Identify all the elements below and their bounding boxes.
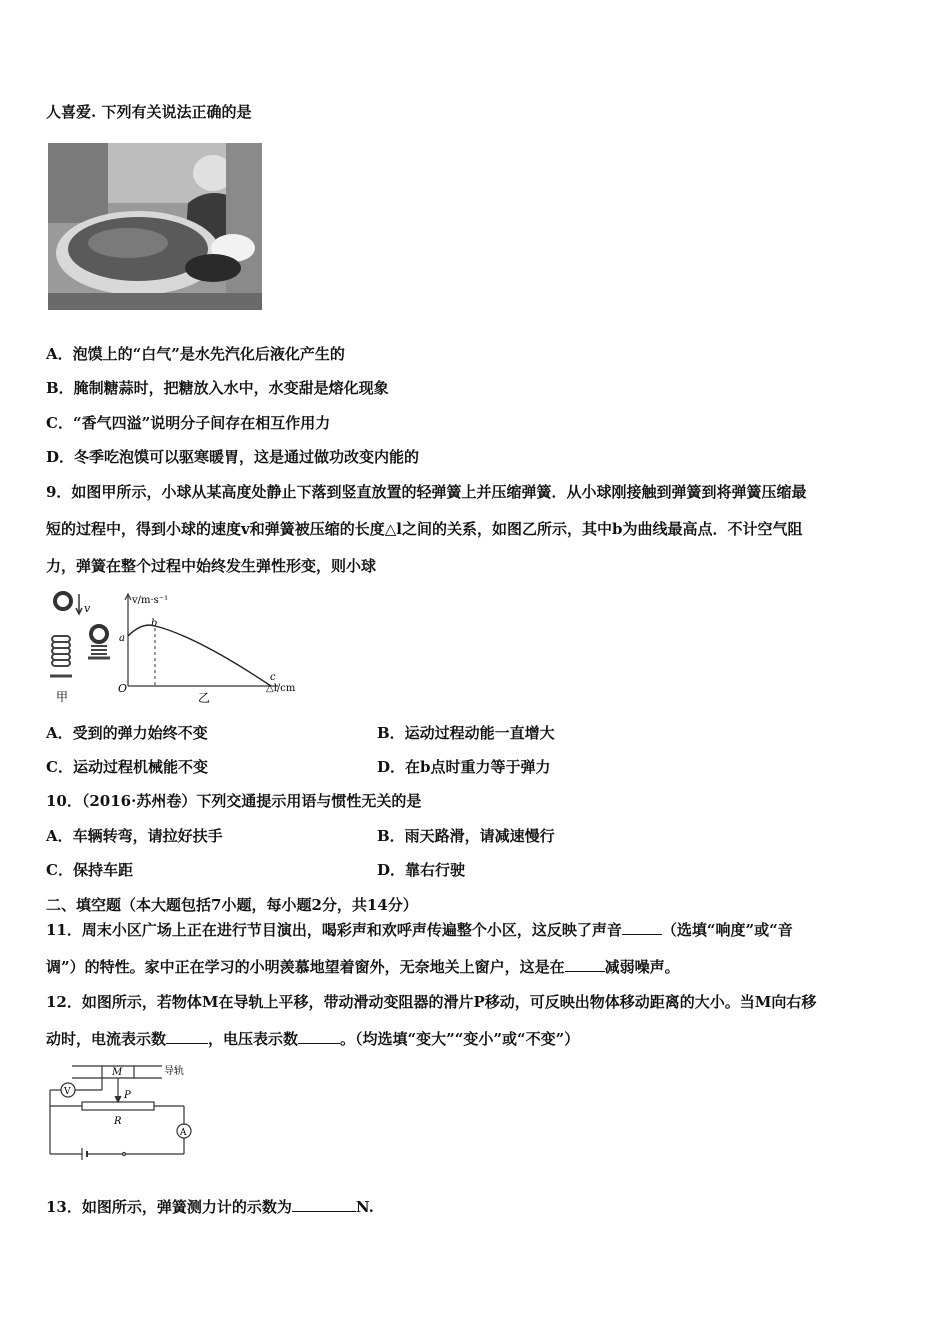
q11-line-2 <box>46 957 680 977</box>
q13-blank[interactable] <box>292 1197 356 1212</box>
q12-blank-2[interactable] <box>298 1029 340 1044</box>
q10-option-d: D．靠右行驶 <box>377 861 466 879</box>
q10-stem: 10．（2016·苏州卷）下列交通提示用语与惯性无关的是 <box>46 792 422 810</box>
q8-option-a: A．泡馍上的“白气”是水先汽化后液化产生的 <box>46 345 345 363</box>
fig-yi-label: 乙 <box>198 691 211 705</box>
q12-line-1: 12．如图所示，若物体M在导轨上平移，带动滑动变阻器的滑片P移动，可反映出物体移动距离的大小。当M向右移 <box>46 993 817 1011</box>
point-c-label: c <box>270 672 276 683</box>
q8-option-c: C．“香气四溢”说明分子间存在相互作用力 <box>46 414 331 432</box>
q10-option-c: C．保持车距 <box>46 861 133 879</box>
q8-stem-tail: 人喜爱. 下列有关说法正确的是 <box>46 103 252 121</box>
q9-option-d: D．在b点时重力等于弹力 <box>377 758 551 776</box>
q12-rail-label: 导轨 <box>164 1066 184 1077</box>
q12-line-2-b: ，电压表示数 <box>208 1030 299 1048</box>
fig-v-label: v <box>84 602 91 615</box>
y-axis-label: v/m·s⁻¹ <box>132 595 169 606</box>
q10-option-a: A．车辆转弯，请拉好扶手 <box>46 827 223 845</box>
paomo-photo-drawing <box>48 143 262 310</box>
q9-option-b: B．运动过程动能一直增大 <box>377 724 555 742</box>
compressed-spring-icon <box>88 626 110 658</box>
q12-circuit-figure <box>44 1058 204 1162</box>
q12-p-label: P <box>124 1090 131 1101</box>
q12-ammeter-label: A <box>180 1128 187 1138</box>
x-axis-label: △l/cm <box>266 683 296 694</box>
q12-blank-1[interactable] <box>166 1029 208 1044</box>
q8-option-d: D．冬季吃泡馍可以驱寒暖胃，这是通过做功改变内能的 <box>46 448 420 466</box>
q11-line-2-b: 减弱噪声。 <box>604 958 680 976</box>
q11-blank-2[interactable] <box>565 957 605 972</box>
q11-line-1-a: 11．周末小区广场上正在进行节目演出，喝彩声和欢呼声传遍整个小区，这反映了声音 <box>46 921 622 939</box>
q13-line <box>46 1197 374 1217</box>
velocity-curve <box>128 625 271 686</box>
q11-line-1-b: （选填“响度”或“音 <box>661 921 793 939</box>
q9-option-a: A．受到的弹力始终不变 <box>46 724 208 742</box>
section2-title: 二、填空题（本大题包括7小题，每小题2分，共14分） <box>46 896 418 914</box>
ball-icon <box>55 593 71 609</box>
q12-voltmeter-label: V <box>64 1087 71 1097</box>
q9-figure <box>46 588 316 706</box>
paomo-photo <box>48 143 262 310</box>
q11-line-1 <box>46 920 793 940</box>
q12-m-label: M <box>112 1067 123 1078</box>
q12-line-2-c: 。（均选填“变大”“变小”或“不变”） <box>340 1030 580 1048</box>
q9-option-c: C．运动过程机械能不变 <box>46 758 208 776</box>
q11-blank-1[interactable] <box>622 920 662 935</box>
q13-text-a: 13．如图所示，弹簧测力计的示数为 <box>46 1198 292 1216</box>
point-b-label: b <box>151 618 158 629</box>
q8-option-b: B．腌制糖蒜时，把糖放入水中，水变甜是熔化现象 <box>46 379 389 397</box>
origin-label: O <box>118 682 128 695</box>
q13-text-b: N. <box>355 1198 374 1216</box>
q9-line-2: 短的过程中，得到小球的速度v和弹簧被压缩的长度△l之间的关系，如图乙所示，其中b为曲线最高点．不计空气阻 <box>46 520 803 538</box>
point-a-label: a <box>119 633 125 644</box>
q10-option-b: B．雨天路滑，请减速慢行 <box>377 827 555 845</box>
q12-line-2 <box>46 1029 579 1049</box>
spring-icon <box>50 636 72 676</box>
q9-line-3: 力，弹簧在整个过程中始终发生弹性形变，则小球 <box>46 557 377 575</box>
fig-jia-label: 甲 <box>56 690 69 704</box>
q9-line-1: 9．如图甲所示，小球从某高度处静止下落到竖直放置的轻弹簧上并压缩弹簧．从小球刚接触到弹簧到将弹簧压缩最 <box>46 483 807 501</box>
q11-line-2-a: 调”）的特性。家中正在学习的小明羡慕地望着窗外，无奈地关上窗户，这是在 <box>46 958 565 976</box>
q12-line-2-a: 动时，电流表示数 <box>46 1030 167 1048</box>
q12-r-label: R <box>114 1116 122 1127</box>
